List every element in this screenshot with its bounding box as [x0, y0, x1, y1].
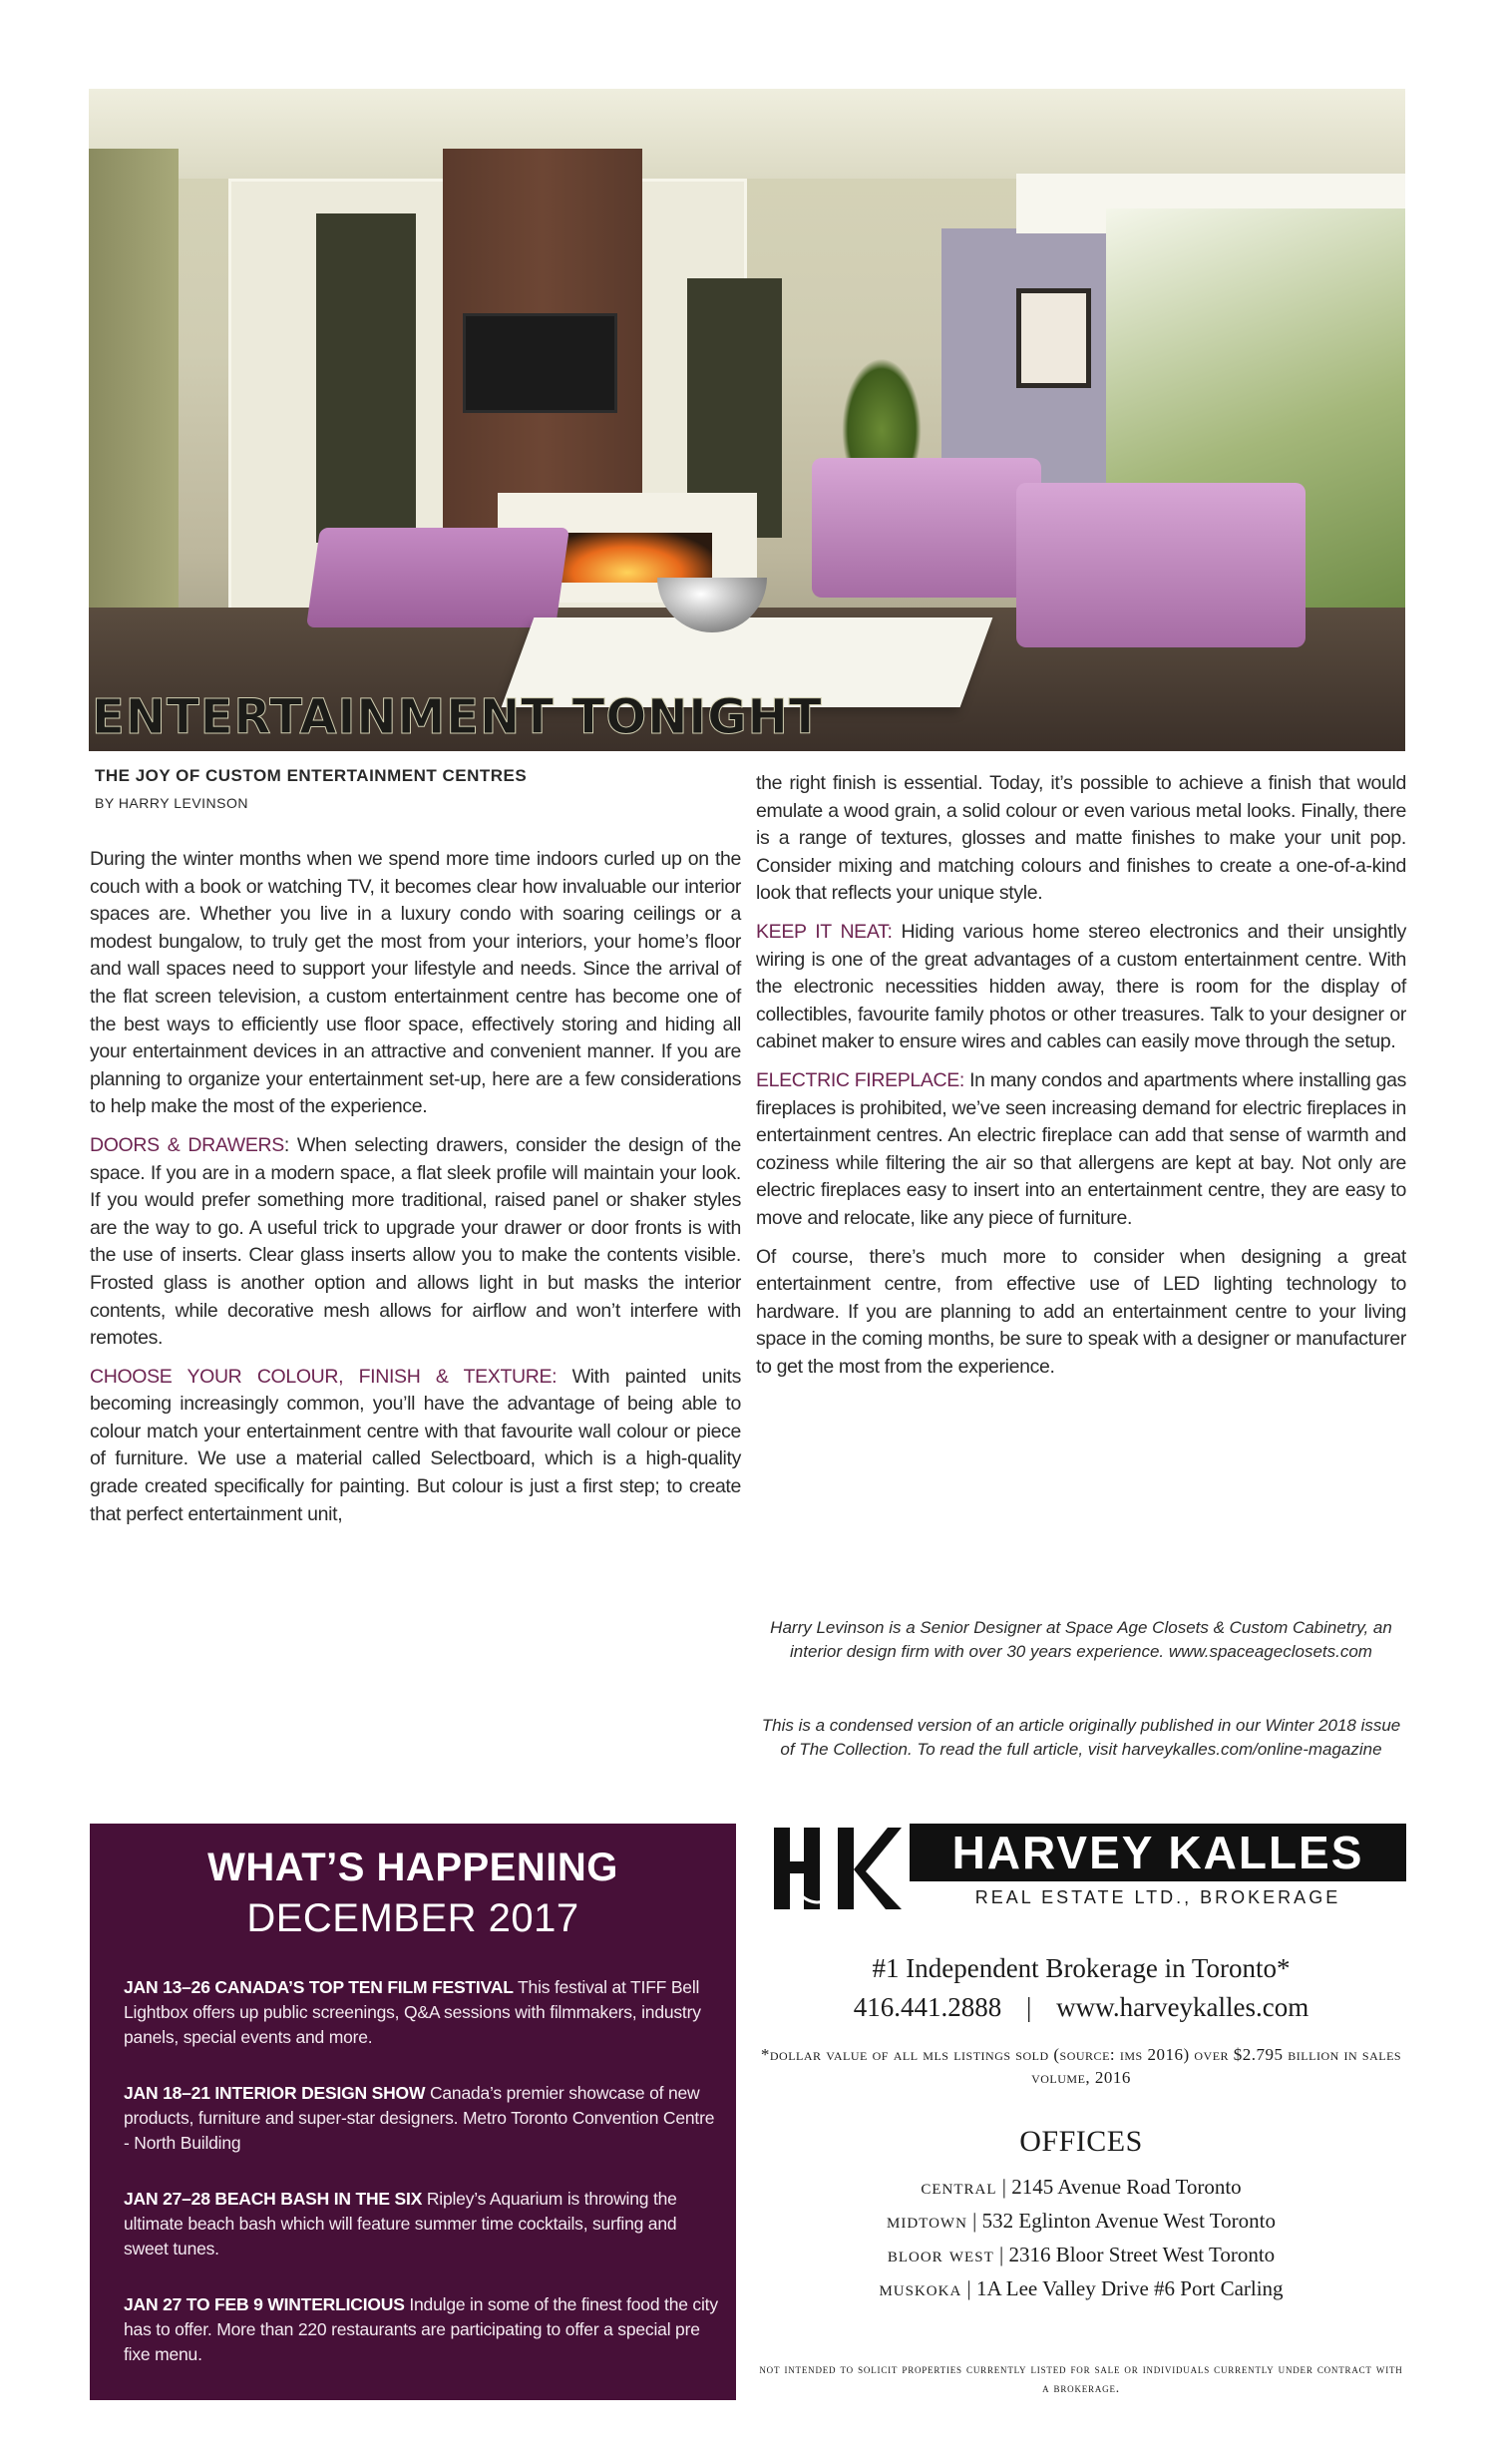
office-address: 532 Eglinton Avenue West Toronto	[981, 2209, 1276, 2233]
whats-happening-box	[90, 1824, 736, 2400]
closing-paragraph: Of course, there’s much more to consider when designing a great entertainment centre, from effective use of LED lighting technology to hardware. If you are planning to add an entertainment centre to your living space in the coming months, be sure to speak with a designer or manufacturer to get the most from the experience.	[756, 1245, 1406, 1378]
ceiling	[89, 89, 1405, 179]
article-byline: BY HARRY LEVINSON	[95, 795, 249, 811]
event-heading: JAN 27 TO FEB 9 WINTERLICIOUS	[124, 2294, 405, 2314]
hk-monogram-icon	[768, 1824, 903, 1913]
event-text: Ripley’s Aquarium is throwing the ultimate beach bash which will feature summer time cocktails, surfing and sweet tunes.	[124, 2189, 677, 2259]
cabinet-door-left	[316, 213, 416, 543]
event-item	[124, 2187, 722, 2261]
event-item	[124, 2081, 722, 2156]
doors-heading: DOORS & DRAWERS	[90, 1133, 284, 1156]
sales-footnote: *dollar value of all mls listings sold (source: ims 2016) over $2.795 billion in sales volume, 2016	[760, 2045, 1402, 2087]
living-room-photo	[89, 89, 1405, 751]
doors-text: : When selecting drawers, consider the design of the space. If you are in a modern space, a flat sleek profile will maintain your look. If you would prefer something more traditional, raised panel or shaker styles are the way to go. A useful trick to upgrade your drawer or door fronts is with the use of inserts. Clear glass inserts allow you to make the contents visible. Frosted glass is another option and allows light in but masks the interior contents, while decorative mesh allows for airflow and won’t interfere with remotes.	[90, 1133, 741, 1350]
event-heading: JAN 27–28 BEACH BASH IN THE SIX	[124, 2189, 423, 2209]
harvey-kalles-logo	[768, 1824, 1406, 1913]
colour-heading: CHOOSE YOUR COLOUR, FINISH & TEXTURE:	[90, 1365, 558, 1388]
event-heading: JAN 18–21 INTERIOR DESIGN SHOW	[124, 2083, 426, 2103]
article-title: ENTERTAINMENT TONIGHT	[92, 689, 823, 745]
armchair-right	[1016, 483, 1306, 647]
source-note: This is a condensed version of an article originally published in our Winter 2018 issue of The Collection. To read the full article, visit harveykalles.com/online-magazine	[761, 1716, 1401, 1759]
event-item	[124, 2292, 722, 2367]
brokerage-name: HARVEY KALLES	[951, 1827, 1364, 1878]
fireplace-text: In many condos and apartments where installing gas fireplaces is prohibited, we’ve seen increasing demand for electric fireplaces in entertainment centres. An electric fireplace can add that sense of warmth and coziness while filtering the air so that allergens are kept at bay. Not only are electric fireplaces easy to insert into an entertainment centre, they are easy to move and relocate, like any piece of furniture.	[756, 1068, 1406, 1229]
office-row: bloor west | 2316 Bloor Street West Toronto	[887, 2243, 1276, 2266]
author-credit: Harry Levinson is a Senior Designer at Space Age Closets & Custom Cabinetry, an interior design firm with over 30 years experience. www.spaceageclosets.com	[770, 1618, 1392, 1661]
office-row: muskoka | 1A Lee Valley Drive #6 Port Carling	[879, 2276, 1284, 2300]
ottoman	[306, 528, 569, 627]
events-month: DECEMBER 2017	[246, 1896, 579, 1940]
offices-title: OFFICES	[1019, 2125, 1143, 2158]
neat-heading: KEEP IT NEAT:	[756, 920, 893, 943]
article-column-left	[90, 846, 741, 1539]
left-wall	[89, 149, 179, 667]
office-name: muskoka	[879, 2276, 962, 2300]
office-address: 1A Lee Valley Drive #6 Port Carling	[976, 2276, 1284, 2300]
brokerage-tagline: #1 Independent Brokerage in Toronto*	[872, 1953, 1291, 1983]
office-name: bloor west	[887, 2243, 994, 2266]
office-address: 2145 Avenue Road Toronto	[1011, 2175, 1242, 2199]
office-row: central | 2145 Avenue Road Toronto	[921, 2175, 1242, 2199]
colour-continued: the right finish is essential. Today, it’s possible to achieve a finish that would emulate a wood grain, a solid colour or even various metal looks. Finally, there is a range of textures, glosses and matte finishes to make your unit pop. Consider mixing and matching colours and finishes to create a one-of-a-kind look that reflects your unique style.	[756, 772, 1406, 905]
event-item	[124, 1975, 722, 2050]
colour-text: With painted units becoming increasingly common, you’ll have the advantage of being able to colour match your entertainment centre with that favourite wall colour or piece of furniture. We use a material called Selectboard, which is a high-quality grade created specifically for painting. But colour is just a first step; to create that perfect entertainment unit,	[90, 1365, 741, 1525]
article-subtitle: THE JOY OF CUSTOM ENTERTAINMENT CENTRES	[95, 766, 528, 785]
contact-line	[756, 1992, 1406, 2023]
contact-separator: |	[1025, 1992, 1032, 2022]
event-text: Canada’s premier showcase of new products, furniture and super-star designers. Metro Toronto Convention Centre - North Building	[124, 2083, 715, 2153]
phone-number: 416.441.2888	[853, 1992, 1002, 2022]
neat-paragraph	[756, 919, 1406, 1056]
office-row: midtown | 532 Eglinton Avenue West Toronto	[887, 2209, 1276, 2233]
brokerage-subtitle: REAL ESTATE LTD., BROKERAGE	[974, 1887, 1341, 1907]
armchair-left	[812, 458, 1041, 598]
office-address: 2316 Bloor Street West Toronto	[1008, 2243, 1276, 2266]
website-link[interactable]: www.harveykalles.com	[1056, 1992, 1309, 2022]
fireplace-heading: ELECTRIC FIREPLACE:	[756, 1068, 965, 1091]
event-text: Indulge in some of the finest food the city has to offer. More than 220 restaurants are participating to offer a special pre fixe menu.	[124, 2294, 718, 2364]
article-column-right	[756, 770, 1406, 1392]
doors-paragraph	[90, 1132, 741, 1353]
office-name: midtown	[887, 2209, 967, 2233]
television	[463, 313, 617, 413]
disclaimer: not intended to solicit properties currently listed for sale or individuals currently under contract with a brokerage.	[759, 2361, 1403, 2395]
event-text: This festival at TIFF Bell Lightbox offers up public screenings, Q&A sessions with filmmakers, industry panels, special events and more.	[124, 1977, 701, 2047]
neat-text: Hiding various home stereo electronics and their unsightly wiring is one of the great advantages of a custom entertainment centre. With the electronic necessities hidden away, there is room for the display of collectibles, favourite family photos or other treasures. Talk to your designer or cabinet maker to ensure wires and cables can easily move through the setup.	[756, 920, 1406, 1053]
event-heading: JAN 13–26 CANADA’S TOP TEN FILM FESTIVAL	[124, 1977, 514, 1997]
events-title: WHAT’S HAPPENING	[207, 1846, 618, 1889]
intro-paragraph: During the winter months when we spend more time indoors curled up on the couch with a book or watching TV, it becomes clear how invaluable our interior spaces are. Whether you live in a luxury condo with soaring ceilings or a modest bungalow, to truly get the most from your interiors, your home’s floor and wall spaces need to support your lifestyle and needs. Since the arrival of the flat screen television, a custom entertainment centre has become one of the best ways to efficiently use floor space, effectively storing and hiding all your entertainment devices in an attractive and convenient manner. If you are planning to organize your entertainment set-up, here are a few considerations to help make the most of the experience.	[90, 848, 741, 1118]
fireplace-paragraph	[756, 1067, 1406, 1233]
wall-art	[1016, 288, 1091, 388]
office-name: central	[921, 2175, 997, 2199]
fire	[543, 533, 712, 583]
colour-paragraph	[90, 1364, 741, 1529]
